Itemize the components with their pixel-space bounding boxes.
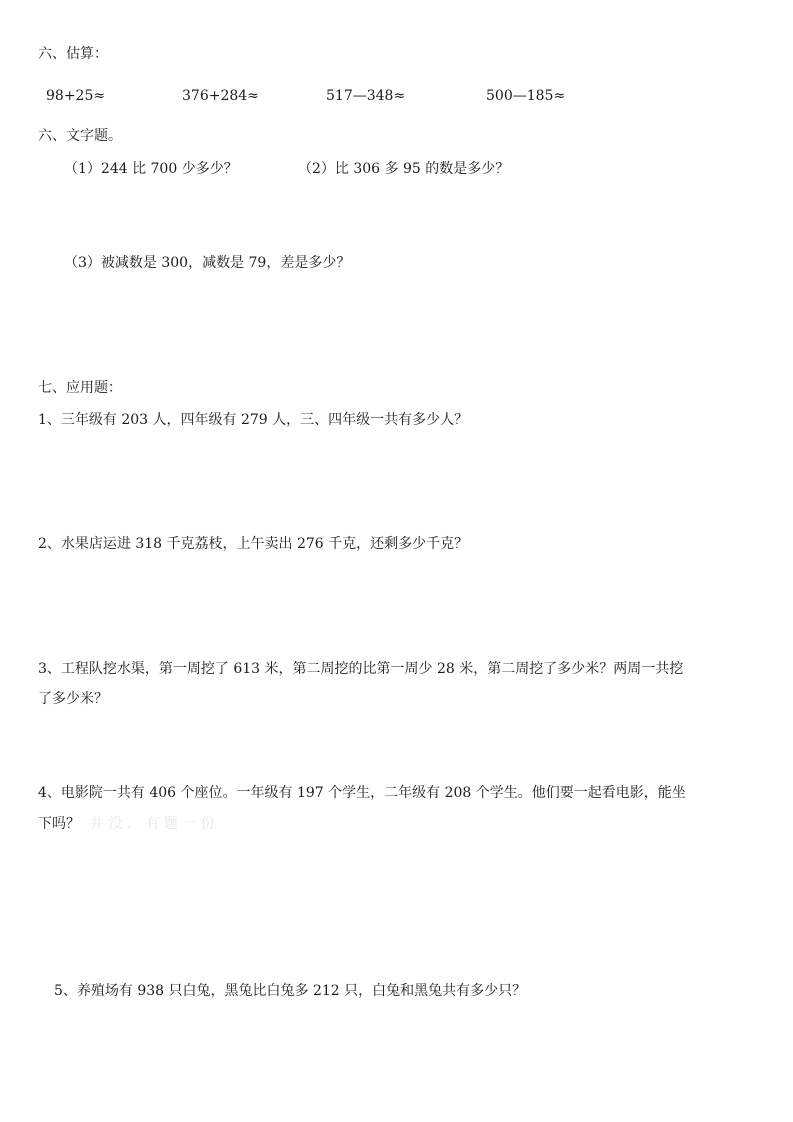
application-problem-4-line-1: 4、电影院一共有 406 个座位。一年级有 197 个学生，二年级有 208 个学生。他们要一起看电影，能坐 [38,785,686,801]
word-problem-2: （2）比 306 多 95 的数是多少？ [298,161,510,177]
estimation-heading: 六、估算： [38,46,108,62]
word-problem-3: （3）被减数是 300，减数是 79，差是多少？ [64,255,351,271]
estimation-item-1: 98+25≈ [46,88,106,104]
estimation-item-3: 517—348≈ [326,88,406,104]
estimation-item-4: 500—185≈ [486,88,566,104]
applications-heading: 七、应用题： [38,380,122,396]
estimation-item-2: 376+284≈ [182,88,259,104]
faint-watermark-text: 并 没 ． 有 题 一 份 [90,816,215,832]
word-problem-1: （1）244 比 700 少多少？ [64,161,238,177]
application-problem-3-line-1: 3、工程队挖水渠，第一周挖了 613 米，第二周挖的比第一周少 28 米，第二周挖了多少米？两周一共挖 [38,661,684,677]
application-problem-1: 1、三年级有 203 人，四年级有 279 人，三、四年级一共有多少人？ [38,412,469,428]
word-problems-heading: 六、文字题。 [38,128,122,144]
application-problem-4-line-2: 下吗？ [38,816,80,832]
application-problem-5: 5、养殖场有 938 只白兔，黑兔比白兔多 212 只，白兔和黑兔共有多少只？ [54,983,527,999]
application-problem-2: 2、水果店运进 318 千克荔枝，上午卖出 276 千克，还剩多少千克？ [38,536,469,552]
application-problem-3-line-2: 了多少米？ [38,691,108,707]
